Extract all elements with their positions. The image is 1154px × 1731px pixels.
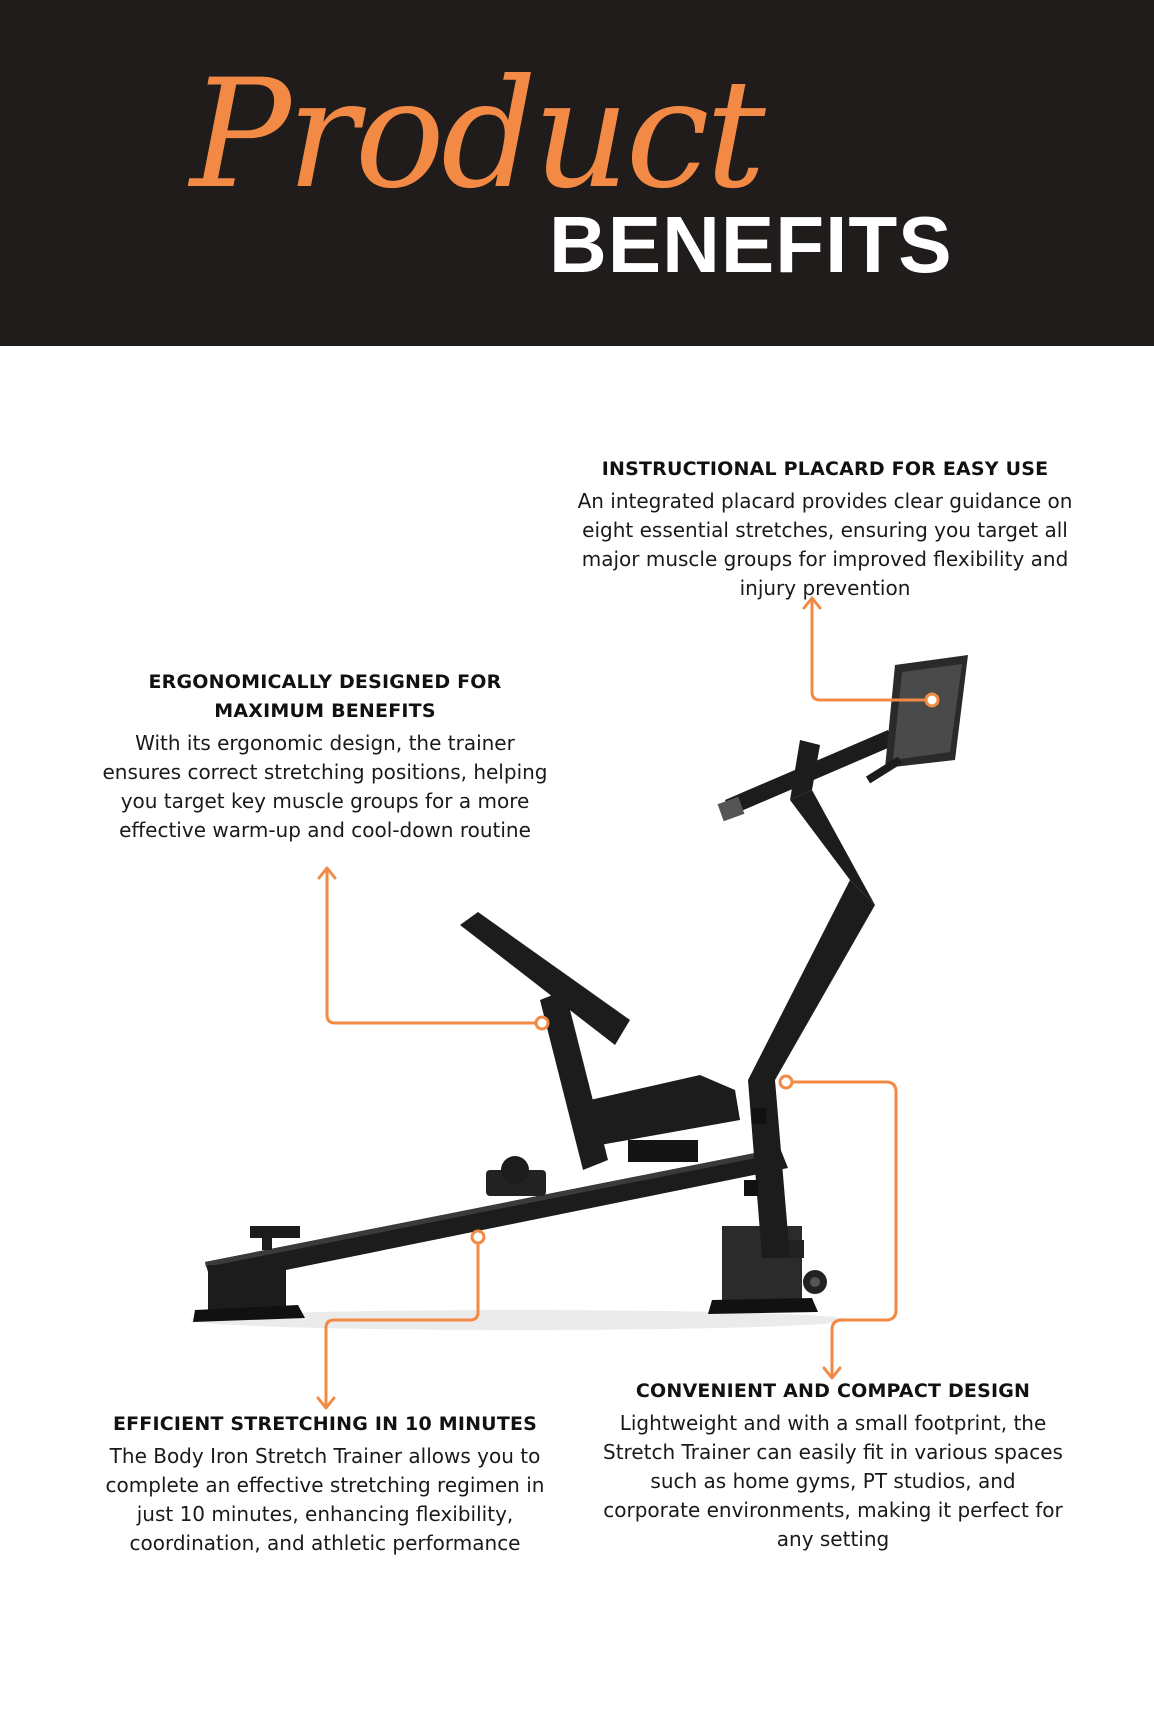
placard-dot: [926, 694, 938, 706]
callout-placard-title: INSTRUCTIONAL PLACARD FOR EASY USE: [601, 458, 1049, 480]
callout-ergonomic-body: With its ergonomic design, the trainer ensures correct stretching positions, helping you target key muscle groups for a more effective warm-up and cool-down routine: [102, 731, 548, 842]
title-bold: BENEFITS: [549, 200, 953, 289]
ergonomic-dot: [536, 1017, 548, 1029]
callout-compact-body: Lightweight and with a small footprint, the Stretch Trainer can easily fit in various spaces such as home gyms, PT studios, and corporate environments, making it perfect for any setting: [603, 1411, 1063, 1551]
callout-efficient-body: The Body Iron Stretch Trainer allows you to complete an effective stretching regimen in just 10 minutes, enhancing flexibility, coordination, and athletic performance: [105, 1444, 545, 1555]
callout-compact: [600, 1377, 1066, 1554]
callout-compact-title: CONVENIENT AND COMPACT DESIGN: [635, 1380, 1031, 1402]
compact-dot: [780, 1076, 792, 1088]
callout-placard: [565, 455, 1085, 603]
compact-connector: [786, 1082, 896, 1376]
callout-ergonomic: [95, 668, 555, 845]
callout-efficient-title: EFFICIENT STRETCHING IN 10 MINUTES: [112, 1413, 538, 1435]
efficient-connector: [326, 1237, 478, 1406]
callout-placard-body: An integrated placard provides clear guidance on eight essential stretches, ensuring you target all major muscle groups for improved flexibility and injury prevention: [577, 489, 1073, 600]
title-script: Product: [190, 48, 762, 222]
callout-ergonomic-title: ERGONOMICALLY DESIGNED FOR MAXIMUM BENEFITS: [148, 671, 502, 722]
callout-efficient: [105, 1410, 545, 1558]
efficient-dot: [472, 1231, 484, 1243]
